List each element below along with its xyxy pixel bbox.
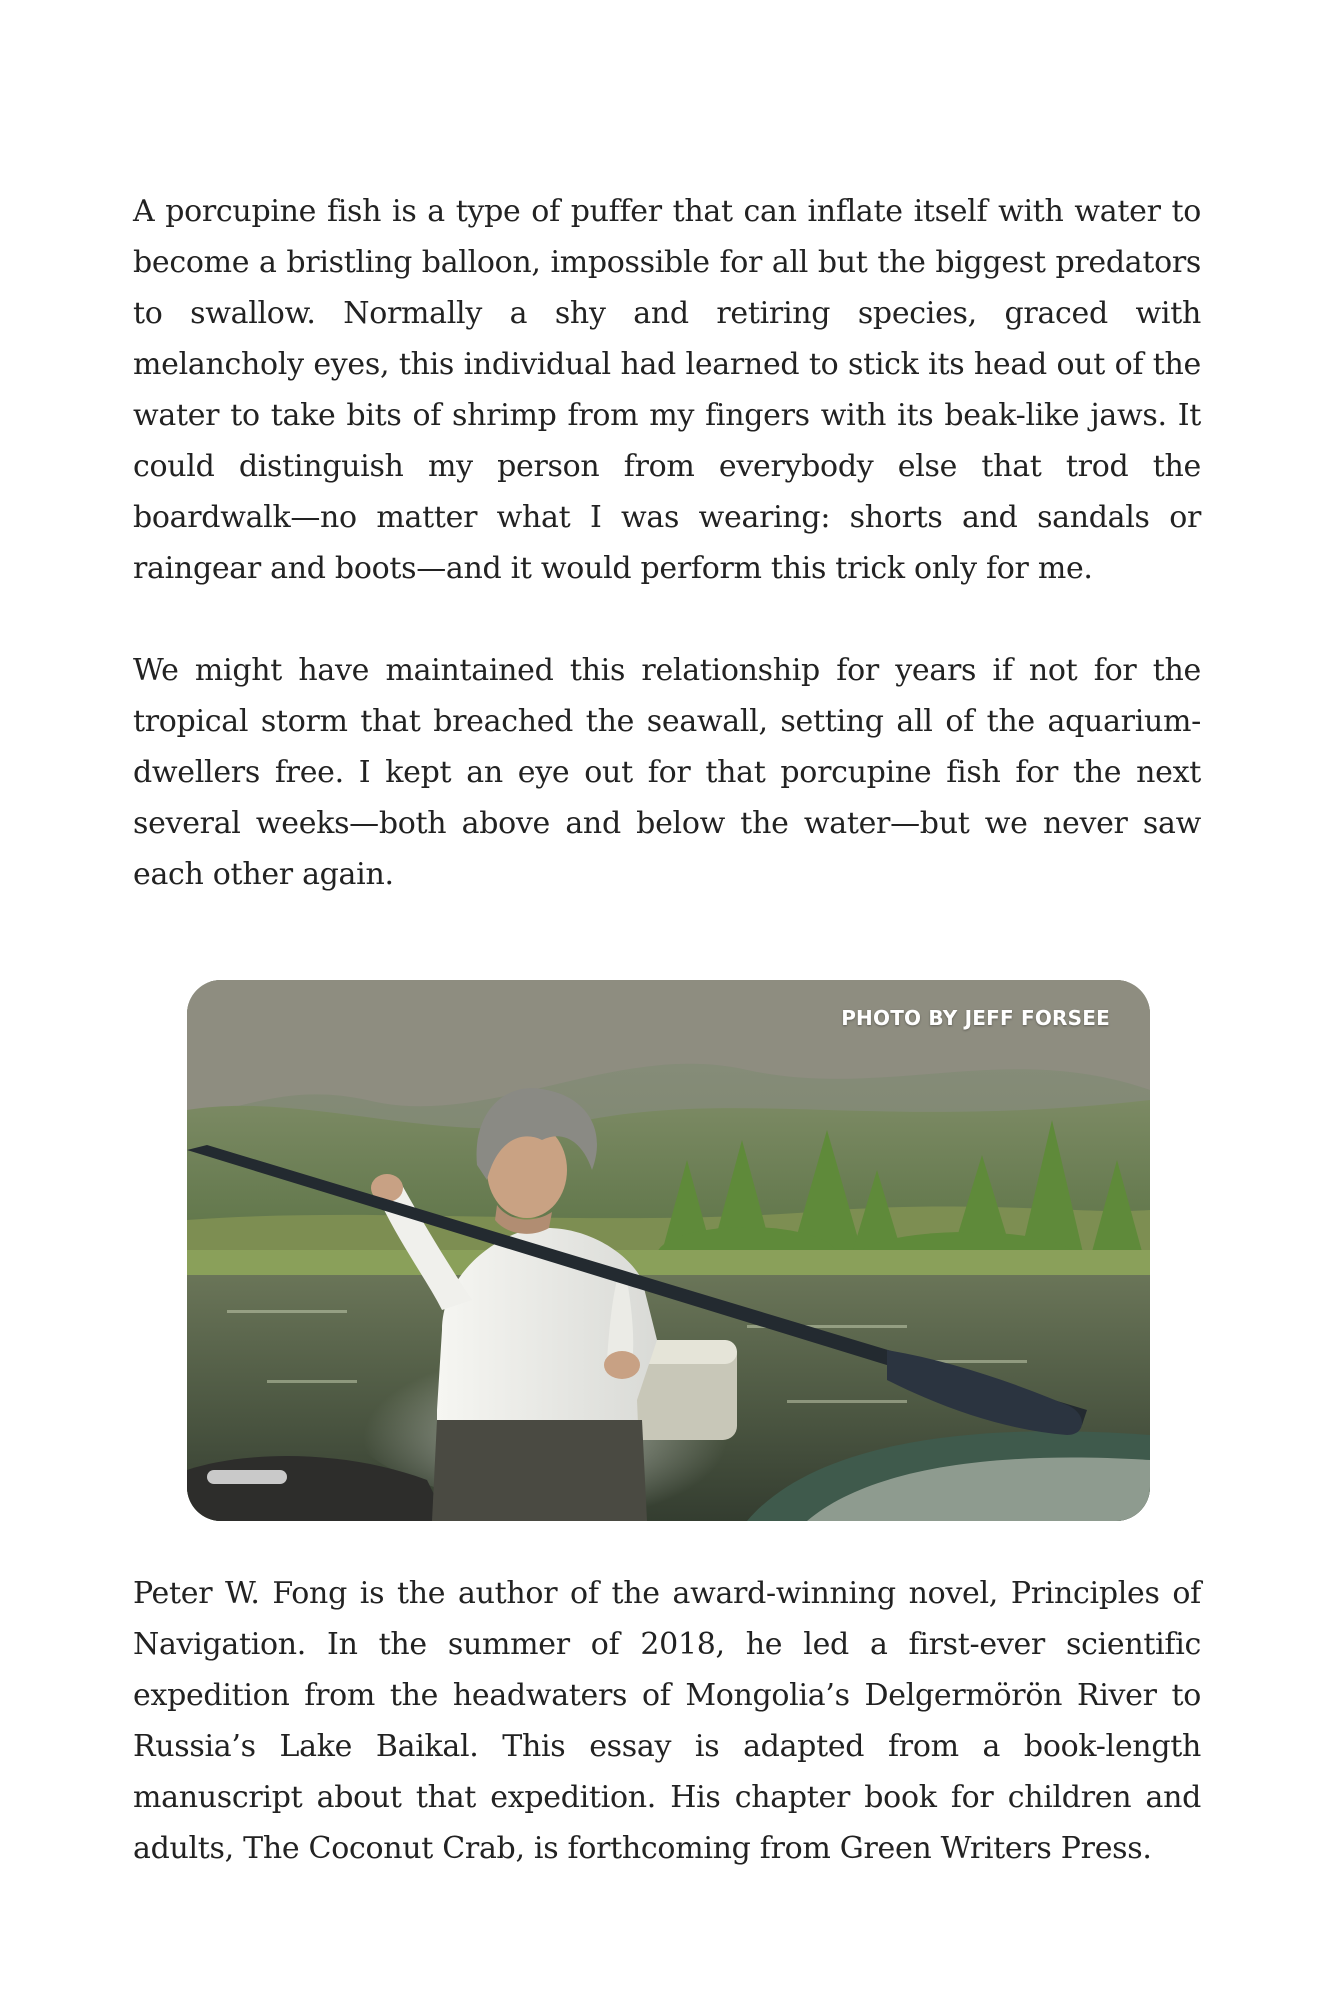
article-paragraph: We might have maintained this relationship for years if not for the tropical storm that breached the seawall, setting all of the aquarium-dwellers free. I kept an eye out for that porcupine fish for the next several weeks—both above and below the water—but we never saw each other again. — [133, 653, 1201, 892]
author-photo — [187, 980, 1150, 1521]
photo-credit: PHOTO BY JEFF FORSEE — [841, 1006, 1110, 1030]
photo-illustration — [187, 980, 1150, 1521]
article-paragraph: A porcupine fish is a type of puffer that can inflate itself with water to become a bristling balloon, impossible for all but the biggest predators to swallow. Normally a shy and retiring species, graced with melancholy eyes, this individual had learned to stick its head out of the water to take bits of shrimp from my fingers with its beak-like jaws. It could distinguish my person from everybody else that trod the boardwalk—no matter what I was wearing: shorts and sandals or raingear and boots—and it would perform this trick only for me. — [133, 194, 1201, 586]
author-bio: Peter W. Fong is the author of the award-winning novel, Principles of Navigation. In the summer of 2018, he led a first-ever scientific expedition from the headwaters of Mongolia’s Delgermörön River to Russia’s Lake Baikal. This essay is adapted from a book-length manuscript about that expedition. His chapter book for children and adults, The Coconut Crab, is forthcoming from Green Writers Press. — [133, 1576, 1201, 1866]
